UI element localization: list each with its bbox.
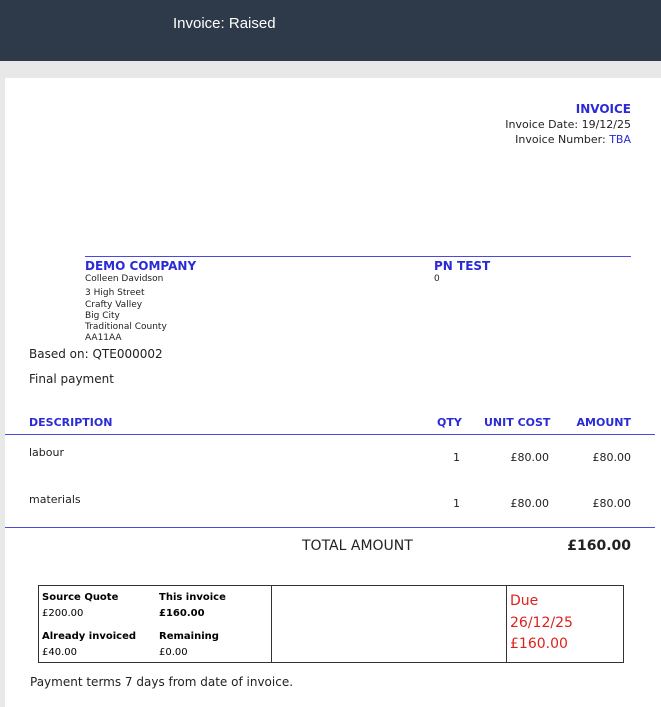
based-on: Based on: QTE000002: [29, 347, 163, 361]
column-header-amount: AMOUNT: [576, 416, 631, 429]
invoice-document: [5, 78, 661, 707]
company-address-line: Crafty Valley: [85, 299, 143, 310]
already-invoiced-value: £40.00: [42, 647, 77, 658]
customer-address-line: 0: [434, 274, 440, 284]
invoice-date: Invoice Date: 19/12/25: [505, 118, 631, 131]
box-divider: [271, 586, 272, 662]
table-header-divider: [5, 434, 655, 435]
already-invoiced-label: Already invoiced: [42, 631, 137, 642]
this-invoice: [159, 590, 226, 622]
invoice-number-value: TBA: [609, 133, 631, 146]
source-quote-value: £200.00: [42, 608, 84, 619]
payment-summary-box: [38, 585, 624, 663]
customer-name: PN TEST: [434, 259, 491, 273]
company-address-line: Big City: [85, 310, 120, 321]
company-address-line: Traditional County: [85, 322, 167, 333]
row-amount: £80.00: [592, 497, 631, 510]
already-invoiced: [42, 629, 136, 661]
top-bar: [0, 0, 661, 61]
this-invoice-label: This invoice: [159, 592, 226, 603]
remaining: [159, 629, 219, 661]
company-address-line: AA11AA: [85, 333, 122, 344]
from-address: [85, 259, 196, 345]
source-quote: [42, 590, 118, 622]
this-invoice-value: £160.00: [159, 608, 205, 619]
column-header-description: DESCRIPTION: [29, 416, 113, 429]
table-footer-divider: [5, 527, 655, 528]
remaining-label: Remaining: [159, 631, 219, 642]
row-qty: 1: [453, 497, 460, 510]
column-header-qty: QTY: [437, 416, 462, 429]
total-label: TOTAL AMOUNT: [302, 538, 413, 554]
page-title: Invoice: Raised: [173, 15, 276, 32]
company-name: DEMO COMPANY: [85, 259, 197, 273]
source-quote-label: Source Quote: [42, 592, 119, 603]
due-info: [510, 591, 573, 656]
remaining-value: £0.00: [159, 647, 188, 658]
due-amount: £160.00: [510, 636, 568, 652]
due-date: 26/12/25: [510, 614, 573, 631]
row-description: materials: [29, 493, 81, 506]
box-divider: [506, 586, 507, 662]
invoice-note: Final payment: [29, 372, 114, 386]
invoice-number: [505, 133, 631, 146]
invoice-heading: INVOICE: [575, 102, 631, 116]
to-address: [434, 259, 490, 285]
due-label: Due: [510, 593, 539, 609]
row-description: labour: [29, 446, 65, 459]
invoice-number-label: Invoice Number:: [515, 133, 606, 146]
row-unit-cost: £80.00: [510, 451, 549, 464]
payment-terms: Payment terms 7 days from date of invoice.: [30, 675, 294, 689]
company-contact: Colleen Davidson: [85, 274, 164, 284]
invoice-header: [505, 102, 631, 146]
column-header-unit-cost: UNIT COST: [484, 416, 551, 429]
row-unit-cost: £80.00: [510, 497, 549, 510]
row-qty: 1: [453, 451, 460, 464]
company-address-line: 3 High Street: [85, 288, 145, 299]
total-value: £160.00: [567, 538, 631, 554]
address-divider: [85, 256, 631, 257]
row-amount: £80.00: [592, 451, 631, 464]
